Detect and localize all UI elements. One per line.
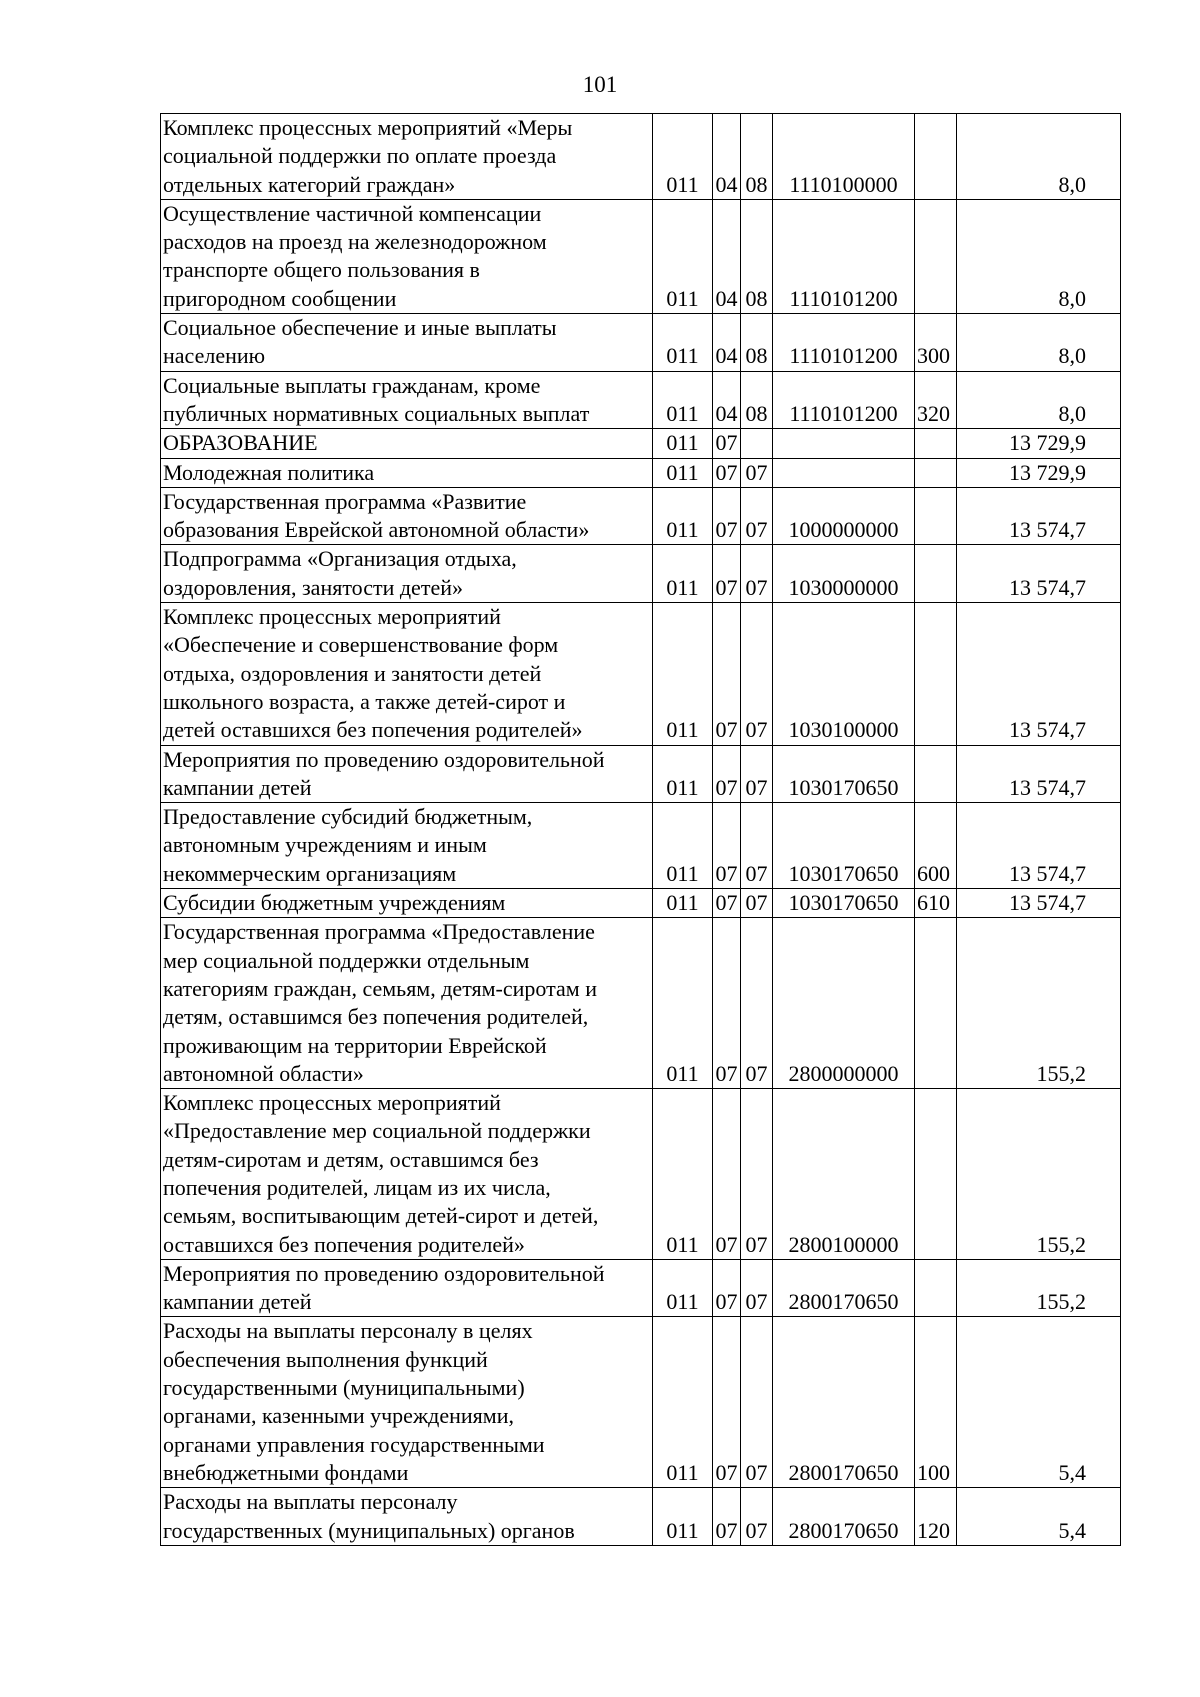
subsection-code-cell: 08 [741, 199, 773, 313]
section-code-cell: 04 [713, 199, 741, 313]
item-name-cell: Субсидии бюджетным учреждениям [161, 889, 653, 918]
target-article-cell: 1000000000 [773, 487, 915, 545]
ministry-code-cell: 011 [653, 803, 713, 889]
ministry-code-cell: 011 [653, 114, 713, 200]
table-row [161, 889, 1121, 918]
item-name-cell: Социальное обеспечение и иные выплаты населению [161, 314, 653, 372]
section-code-cell: 07 [713, 545, 741, 603]
amount-cell: 155,2 [957, 918, 1121, 1089]
amount-cell: 8,0 [957, 314, 1121, 372]
target-article-cell: 1110101200 [773, 314, 915, 372]
section-code-cell: 07 [713, 487, 741, 545]
section-code-cell: 04 [713, 314, 741, 372]
table-row [161, 803, 1121, 889]
ministry-code-cell: 011 [653, 745, 713, 803]
section-code-cell: 07 [713, 745, 741, 803]
ministry-code-cell: 011 [653, 429, 713, 458]
target-article-cell: 2800170650 [773, 1259, 915, 1317]
table-row [161, 458, 1121, 487]
amount-cell: 13 574,7 [957, 545, 1121, 603]
subsection-code-cell: 07 [741, 603, 773, 745]
item-name-cell: Государственная программа «Предоставление мер социальной поддержки отдельным категориям граждан, семьям, детям-сиротам и детям, оставшимся без попечения родителей, проживающим на территории Еврейской автономной области» [161, 918, 653, 1089]
ministry-code-cell: 011 [653, 487, 713, 545]
target-article-cell: 1110101200 [773, 371, 915, 429]
subsection-code-cell: 07 [741, 1089, 773, 1260]
table-row [161, 1317, 1121, 1488]
section-code-cell: 04 [713, 114, 741, 200]
target-article-cell [773, 429, 915, 458]
table-row [161, 429, 1121, 458]
target-article-cell: 1030170650 [773, 745, 915, 803]
section-code-cell: 07 [713, 889, 741, 918]
item-name-cell: Комплекс процессных мероприятий «Меры социальной поддержки по оплате проезда отдельных категорий граждан» [161, 114, 653, 200]
target-article-cell: 2800170650 [773, 1488, 915, 1546]
expense-type-cell [915, 199, 957, 313]
expense-type-cell: 120 [915, 1488, 957, 1546]
item-name-cell: Государственная программа «Развитие образования Еврейской автономной области» [161, 487, 653, 545]
item-name-cell: Комплекс процессных мероприятий «Обеспечение и совершенствование форм отдыха, оздоровления и занятости детей школьного возраста, а также детей-сирот и детей оставшихся без попечения родителей» [161, 603, 653, 745]
expense-type-cell [915, 745, 957, 803]
subsection-code-cell: 07 [741, 458, 773, 487]
subsection-code-cell: 07 [741, 745, 773, 803]
subsection-code-cell: 07 [741, 1317, 773, 1488]
amount-cell: 155,2 [957, 1089, 1121, 1260]
subsection-code-cell: 07 [741, 1259, 773, 1317]
expense-type-cell: 600 [915, 803, 957, 889]
ministry-code-cell: 011 [653, 889, 713, 918]
item-name-cell: Подпрограмма «Организация отдыха, оздоровления, занятости детей» [161, 545, 653, 603]
item-name-cell: Осуществление частичной компенсации расходов на проезд на железнодорожном транспорте общего пользования в пригородном сообщении [161, 199, 653, 313]
expense-type-cell [915, 545, 957, 603]
page-number: 101 [582, 72, 618, 97]
expense-type-cell [915, 918, 957, 1089]
ministry-code-cell: 011 [653, 1317, 713, 1488]
target-article-cell: 1030170650 [773, 803, 915, 889]
target-article-cell: 1110100000 [773, 114, 915, 200]
table-row [161, 114, 1121, 200]
amount-cell: 8,0 [957, 114, 1121, 200]
amount-cell: 155,2 [957, 1259, 1121, 1317]
target-article-cell: 2800000000 [773, 918, 915, 1089]
item-name-cell: Комплекс процессных мероприятий «Предоставление мер социальной поддержки детям-сиротам и детям, оставшимся без попечения родителей, лицам из их числа, семьям, воспитывающим детей-сирот и детей, оставшихся без попечения родителей» [161, 1089, 653, 1260]
section-code-cell: 07 [713, 1317, 741, 1488]
ministry-code-cell: 011 [653, 1488, 713, 1546]
subsection-code-cell: 07 [741, 889, 773, 918]
item-name-cell: Молодежная политика [161, 458, 653, 487]
subsection-code-cell: 07 [741, 918, 773, 1089]
target-article-cell: 1030000000 [773, 545, 915, 603]
table-row [161, 1089, 1121, 1260]
ministry-code-cell: 011 [653, 199, 713, 313]
table-row [161, 371, 1121, 429]
amount-cell: 13 574,7 [957, 603, 1121, 745]
table-row [161, 314, 1121, 372]
item-name-cell: Расходы на выплаты персоналу государственных (муниципальных) органов [161, 1488, 653, 1546]
amount-cell: 8,0 [957, 371, 1121, 429]
ministry-code-cell: 011 [653, 545, 713, 603]
expense-type-cell [915, 487, 957, 545]
item-name-cell: Расходы на выплаты персоналу в целях обеспечения выполнения функций государственными (муниципальными) органами, казенными учреждениями, органами управления государственными внебюджетными фондами [161, 1317, 653, 1488]
target-article-cell: 1030170650 [773, 889, 915, 918]
amount-cell: 13 729,9 [957, 429, 1121, 458]
section-code-cell: 07 [713, 603, 741, 745]
amount-cell: 5,4 [957, 1488, 1121, 1546]
expense-type-cell [915, 429, 957, 458]
subsection-code-cell: 08 [741, 114, 773, 200]
table-row [161, 603, 1121, 745]
amount-cell: 13 729,9 [957, 458, 1121, 487]
subsection-code-cell: 07 [741, 487, 773, 545]
item-name-cell: ОБРАЗОВАНИЕ [161, 429, 653, 458]
ministry-code-cell: 011 [653, 458, 713, 487]
amount-cell: 13 574,7 [957, 745, 1121, 803]
expense-type-cell [915, 1089, 957, 1260]
item-name-cell: Социальные выплаты гражданам, кроме публичных нормативных социальных выплат [161, 371, 653, 429]
expense-type-cell: 300 [915, 314, 957, 372]
table-row [161, 1259, 1121, 1317]
expense-type-cell: 320 [915, 371, 957, 429]
target-article-cell: 1030100000 [773, 603, 915, 745]
section-code-cell: 07 [713, 803, 741, 889]
section-code-cell: 07 [713, 458, 741, 487]
expense-type-cell [915, 114, 957, 200]
ministry-code-cell: 011 [653, 1259, 713, 1317]
section-code-cell: 07 [713, 429, 741, 458]
expense-type-cell [915, 603, 957, 745]
table-row [161, 545, 1121, 603]
subsection-code-cell: 07 [741, 803, 773, 889]
expense-type-cell [915, 458, 957, 487]
table-row [161, 487, 1121, 545]
section-code-cell: 07 [713, 1488, 741, 1546]
ministry-code-cell: 011 [653, 314, 713, 372]
target-article-cell: 1110101200 [773, 199, 915, 313]
subsection-code-cell: 07 [741, 1488, 773, 1546]
section-code-cell: 07 [713, 1259, 741, 1317]
subsection-code-cell: 08 [741, 371, 773, 429]
item-name-cell: Предоставление субсидий бюджетным, автономным учреждениям и иным некоммерческим организациям [161, 803, 653, 889]
amount-cell: 13 574,7 [957, 487, 1121, 545]
amount-cell: 8,0 [957, 199, 1121, 313]
ministry-code-cell: 011 [653, 371, 713, 429]
table-row [161, 918, 1121, 1089]
budget-table [160, 113, 1121, 1546]
amount-cell: 13 574,7 [957, 889, 1121, 918]
ministry-code-cell: 011 [653, 603, 713, 745]
ministry-code-cell: 011 [653, 918, 713, 1089]
section-code-cell: 07 [713, 1089, 741, 1260]
table-body [161, 114, 1121, 1546]
amount-cell: 13 574,7 [957, 803, 1121, 889]
subsection-code-cell: 08 [741, 314, 773, 372]
amount-cell: 5,4 [957, 1317, 1121, 1488]
section-code-cell: 04 [713, 371, 741, 429]
target-article-cell [773, 458, 915, 487]
section-code-cell: 07 [713, 918, 741, 1089]
expense-type-cell [915, 1259, 957, 1317]
subsection-code-cell [741, 429, 773, 458]
item-name-cell: Мероприятия по проведению оздоровительной кампании детей [161, 745, 653, 803]
target-article-cell: 2800100000 [773, 1089, 915, 1260]
table-row [161, 199, 1121, 313]
ministry-code-cell: 011 [653, 1089, 713, 1260]
expense-type-cell: 610 [915, 889, 957, 918]
target-article-cell: 2800170650 [773, 1317, 915, 1488]
item-name-cell: Мероприятия по проведению оздоровительной кампании детей [161, 1259, 653, 1317]
table-row [161, 745, 1121, 803]
table-row [161, 1488, 1121, 1546]
expense-type-cell: 100 [915, 1317, 957, 1488]
subsection-code-cell: 07 [741, 545, 773, 603]
